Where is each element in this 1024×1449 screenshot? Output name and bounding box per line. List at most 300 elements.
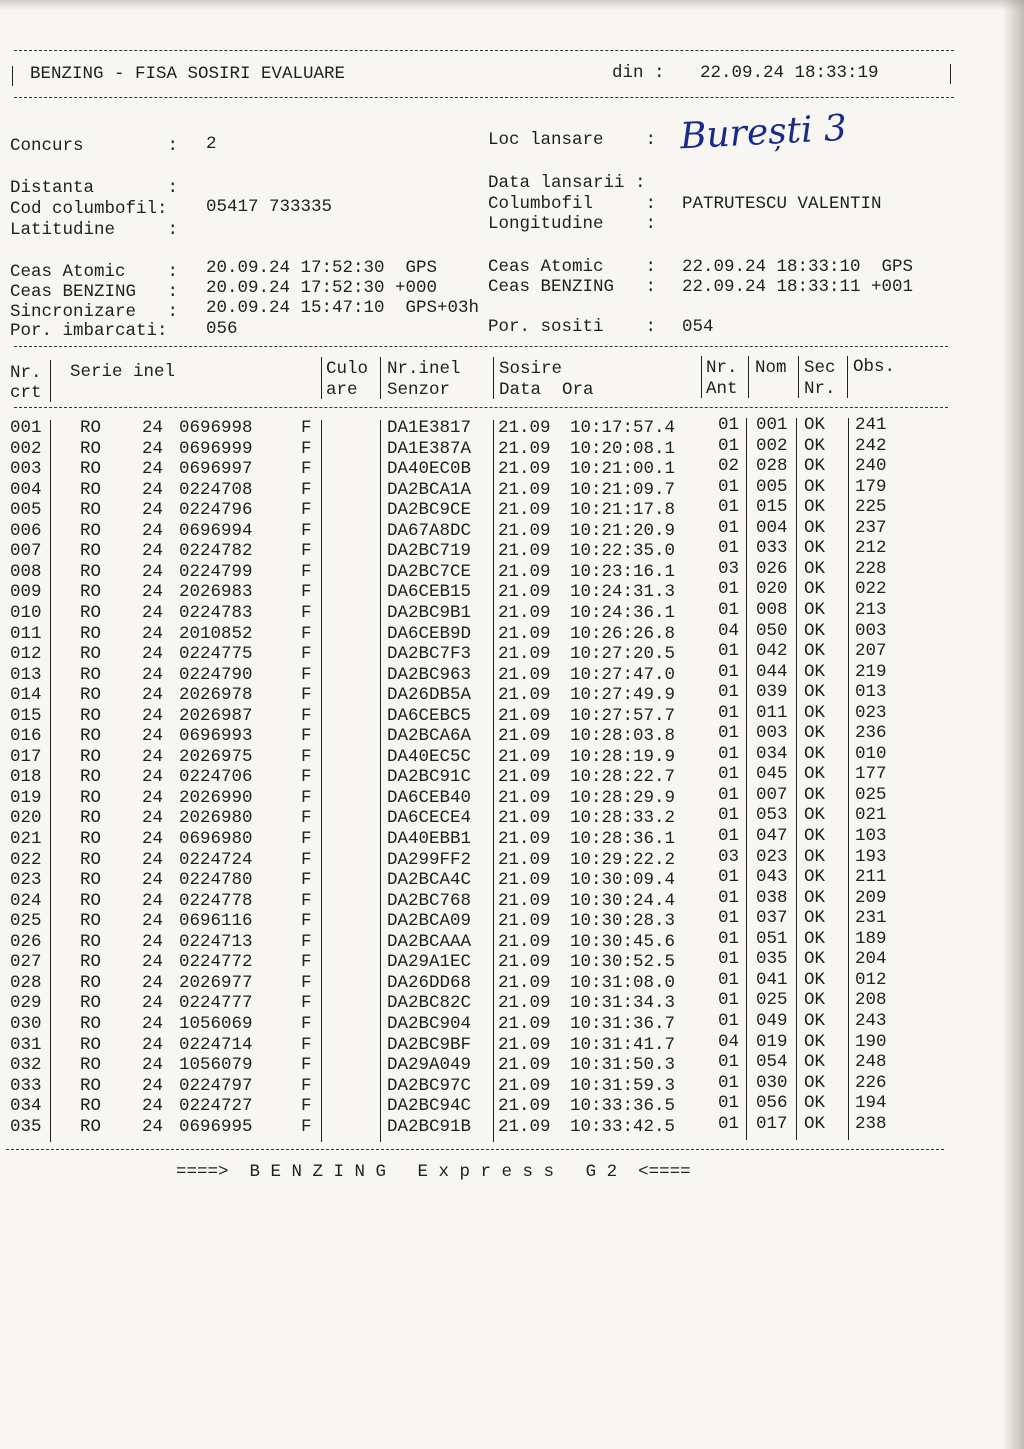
row-date: 21.09 bbox=[498, 849, 551, 870]
row-sec: OK bbox=[804, 1093, 826, 1114]
row-ring: 0224713 bbox=[179, 931, 253, 952]
col-sec-nr: Nr. bbox=[804, 379, 836, 399]
row-nom: 035 bbox=[756, 949, 788, 970]
row-time: 10:28:33.2 bbox=[570, 808, 676, 829]
row-nr: 012 bbox=[10, 644, 42, 665]
row-year: 24 bbox=[142, 1055, 164, 1076]
row-country: RO bbox=[80, 726, 102, 747]
row-sensor: DA26DD68 bbox=[387, 972, 472, 993]
row-nom: 050 bbox=[756, 620, 788, 641]
row-year: 24 bbox=[142, 890, 164, 911]
table-row bbox=[0, 723, 1000, 747]
row-date: 21.09 bbox=[498, 705, 551, 726]
row-nom: 004 bbox=[756, 517, 788, 538]
table-row bbox=[0, 784, 1000, 809]
row-nom: 026 bbox=[756, 558, 788, 579]
row-sex: F bbox=[301, 870, 312, 891]
row-sex: F bbox=[301, 972, 312, 993]
row-date: 21.09 bbox=[498, 952, 551, 973]
row-country: RO bbox=[80, 418, 102, 438]
row-obs: 194 bbox=[855, 1093, 887, 1114]
row-date: 21.09 bbox=[498, 685, 551, 706]
row-sec: OK bbox=[804, 641, 826, 662]
row-country: RO bbox=[80, 602, 102, 623]
row-nr: 018 bbox=[10, 767, 42, 788]
row-nr: 002 bbox=[10, 438, 42, 459]
table-row bbox=[0, 846, 1000, 871]
row-country: RO bbox=[80, 1055, 102, 1076]
row-nom: 038 bbox=[756, 887, 788, 908]
row-nr: 013 bbox=[10, 664, 42, 685]
row-nom: 033 bbox=[756, 538, 788, 559]
row-year: 24 bbox=[142, 787, 164, 808]
row-year: 24 bbox=[142, 1034, 164, 1055]
row-date: 21.09 bbox=[498, 438, 551, 459]
row-nr: 021 bbox=[10, 829, 42, 849]
row-obs: 240 bbox=[855, 456, 887, 477]
row-nom: 001 bbox=[756, 415, 788, 435]
row-nom: 034 bbox=[756, 743, 788, 764]
row-year: 24 bbox=[142, 870, 164, 891]
row-sex: F bbox=[301, 1096, 312, 1117]
row-obs: 010 bbox=[855, 743, 887, 764]
row-sensor: DA1E387A bbox=[387, 438, 472, 459]
row-country: RO bbox=[80, 931, 102, 952]
row-time: 10:31:08.0 bbox=[570, 972, 676, 993]
table-row bbox=[0, 641, 1000, 665]
row-obs: 236 bbox=[855, 723, 887, 744]
row-ant: 01 bbox=[718, 702, 740, 723]
table-row bbox=[0, 599, 1000, 624]
row-year: 24 bbox=[142, 685, 164, 706]
col-obs: Obs. bbox=[853, 357, 896, 377]
row-sec: OK bbox=[804, 579, 826, 600]
paper-shadow-right bbox=[1002, 0, 1024, 1449]
row-country: RO bbox=[80, 890, 102, 911]
row-sensor: DA6CEB9D bbox=[387, 623, 472, 644]
imbarcati-label: Por. imbarcati: bbox=[10, 321, 168, 341]
row-time: 10:30:28.3 bbox=[570, 911, 676, 932]
row-date: 21.09 bbox=[498, 418, 551, 438]
columbofil-label: Columbofil : bbox=[488, 194, 657, 214]
col-nr-ant: Nr. bbox=[706, 358, 738, 378]
row-date: 21.09 bbox=[498, 1055, 551, 1076]
row-date: 21.09 bbox=[498, 808, 551, 829]
row-date: 21.09 bbox=[498, 870, 551, 891]
row-ant: 01 bbox=[718, 1113, 740, 1134]
ceas-atomic-start-value: 20.09.24 17:52:30 GPS bbox=[206, 258, 438, 278]
row-country: RO bbox=[80, 1116, 102, 1137]
row-ant: 01 bbox=[718, 949, 740, 970]
table-row bbox=[0, 682, 1000, 706]
row-sex: F bbox=[301, 931, 312, 952]
row-nr: 007 bbox=[10, 541, 42, 562]
row-date: 21.09 bbox=[498, 1116, 551, 1137]
row-ant: 01 bbox=[718, 641, 740, 662]
row-ant: 02 bbox=[718, 456, 740, 477]
row-sec: OK bbox=[804, 743, 826, 764]
row-obs: 211 bbox=[855, 867, 887, 888]
row-country: RO bbox=[80, 500, 102, 521]
table-row bbox=[0, 867, 1000, 891]
table-row bbox=[0, 887, 1000, 912]
printed-at: 22.09.24 18:33:19 bbox=[700, 63, 879, 83]
row-ring: 0224706 bbox=[179, 767, 253, 788]
row-nr: 006 bbox=[10, 520, 42, 541]
row-sensor: DA6CEB15 bbox=[387, 582, 472, 603]
row-country: RO bbox=[80, 685, 102, 706]
row-sex: F bbox=[301, 541, 312, 562]
row-time: 10:28:36.1 bbox=[570, 829, 676, 849]
row-nr: 027 bbox=[10, 952, 42, 973]
table-row bbox=[0, 558, 1000, 583]
row-sec: OK bbox=[804, 723, 826, 744]
row-sensor: DA6CEBC5 bbox=[387, 705, 472, 726]
col-sosire: Sosire bbox=[499, 359, 563, 379]
row-sex: F bbox=[301, 952, 312, 973]
row-time: 10:27:57.7 bbox=[570, 705, 676, 726]
row-date: 21.09 bbox=[498, 911, 551, 932]
row-sex: F bbox=[301, 705, 312, 726]
row-country: RO bbox=[80, 459, 102, 480]
row-nr: 022 bbox=[10, 849, 42, 870]
row-obs: 103 bbox=[855, 826, 887, 846]
row-nr: 035 bbox=[10, 1116, 42, 1137]
row-year: 24 bbox=[142, 500, 164, 521]
table-bottom-rule bbox=[6, 1149, 944, 1150]
row-ring: 0224783 bbox=[179, 602, 253, 623]
row-ring: 2026983 bbox=[179, 582, 253, 603]
row-ant: 04 bbox=[718, 620, 740, 641]
row-nom: 041 bbox=[756, 969, 788, 990]
table-row bbox=[0, 476, 1000, 501]
row-country: RO bbox=[80, 664, 102, 685]
row-country: RO bbox=[80, 993, 102, 1014]
row-year: 24 bbox=[142, 602, 164, 623]
table-row bbox=[0, 579, 1000, 603]
row-nom: 015 bbox=[756, 497, 788, 518]
row-date: 21.09 bbox=[498, 459, 551, 480]
row-sec: OK bbox=[804, 435, 826, 456]
header-right-bar bbox=[950, 64, 951, 84]
row-sensor: DA2BC82C bbox=[387, 993, 472, 1014]
row-year: 24 bbox=[142, 459, 164, 480]
row-time: 10:27:49.9 bbox=[570, 685, 676, 706]
table-row bbox=[0, 415, 1000, 439]
row-date: 21.09 bbox=[498, 1096, 551, 1117]
row-ant: 01 bbox=[718, 990, 740, 1011]
row-ring: 2010852 bbox=[179, 623, 253, 644]
row-country: RO bbox=[80, 644, 102, 665]
row-ring: 0224724 bbox=[179, 849, 253, 870]
row-date: 21.09 bbox=[498, 1075, 551, 1096]
header-left-bar bbox=[12, 66, 13, 86]
row-sex: F bbox=[301, 1116, 312, 1137]
row-date: 21.09 bbox=[498, 993, 551, 1014]
concurs-label: Concurs : bbox=[10, 136, 179, 156]
row-obs: 219 bbox=[855, 661, 887, 682]
row-ant: 01 bbox=[718, 538, 740, 559]
row-nr: 008 bbox=[10, 561, 42, 582]
row-ring: 0696993 bbox=[179, 726, 253, 747]
col-culoare-2: are bbox=[326, 380, 358, 400]
row-obs: 012 bbox=[855, 969, 887, 990]
row-ant: 03 bbox=[718, 558, 740, 579]
row-sex: F bbox=[301, 685, 312, 706]
hdr-sep-2 bbox=[321, 357, 322, 399]
row-sex: F bbox=[301, 602, 312, 623]
col-sec: Sec bbox=[804, 358, 836, 378]
row-ant: 01 bbox=[718, 764, 740, 785]
row-ring: 0224797 bbox=[179, 1075, 253, 1096]
row-time: 10:24:36.1 bbox=[570, 602, 676, 623]
row-ring: 2026980 bbox=[179, 808, 253, 829]
row-nom: 051 bbox=[756, 928, 788, 949]
row-date: 21.09 bbox=[498, 746, 551, 767]
row-nr: 004 bbox=[10, 479, 42, 500]
table-header-rule bbox=[14, 407, 948, 408]
row-sec: OK bbox=[804, 887, 826, 908]
loc-lansare-label: Loc lansare : bbox=[488, 130, 657, 150]
hdr-sep-1 bbox=[50, 360, 51, 402]
row-country: RO bbox=[80, 787, 102, 808]
row-year: 24 bbox=[142, 993, 164, 1014]
row-ring: 2026977 bbox=[179, 972, 253, 993]
row-sex: F bbox=[301, 623, 312, 644]
row-ant: 01 bbox=[718, 517, 740, 538]
row-ant: 01 bbox=[718, 599, 740, 620]
row-country: RO bbox=[80, 479, 102, 500]
sositi-value: 054 bbox=[682, 317, 714, 337]
row-sensor: DA40EC0B bbox=[387, 459, 472, 480]
row-country: RO bbox=[80, 767, 102, 788]
row-sex: F bbox=[301, 787, 312, 808]
row-nr: 020 bbox=[10, 808, 42, 829]
row-obs: 238 bbox=[855, 1113, 887, 1134]
row-sec: OK bbox=[804, 990, 826, 1011]
row-ring: 0696994 bbox=[179, 520, 253, 541]
row-sec: OK bbox=[804, 764, 826, 785]
row-country: RO bbox=[80, 623, 102, 644]
row-time: 10:28:03.8 bbox=[570, 726, 676, 747]
row-sec: OK bbox=[804, 1072, 826, 1093]
row-year: 24 bbox=[142, 1116, 164, 1137]
row-ring: 0224782 bbox=[179, 541, 253, 562]
col-nr-crt-2: crt bbox=[10, 383, 42, 403]
row-nom: 049 bbox=[756, 1010, 788, 1031]
row-sensor: DA2BC904 bbox=[387, 1013, 472, 1034]
row-year: 24 bbox=[142, 952, 164, 973]
row-sec: OK bbox=[804, 517, 826, 538]
row-country: RO bbox=[80, 849, 102, 870]
col-data-ora: Data Ora bbox=[499, 380, 594, 400]
row-country: RO bbox=[80, 952, 102, 973]
row-date: 21.09 bbox=[498, 726, 551, 747]
row-ring: 0224775 bbox=[179, 644, 253, 665]
row-country: RO bbox=[80, 1096, 102, 1117]
row-nr: 024 bbox=[10, 890, 42, 911]
row-year: 24 bbox=[142, 1013, 164, 1034]
row-nr: 014 bbox=[10, 685, 42, 706]
row-time: 10:29:22.2 bbox=[570, 849, 676, 870]
row-sex: F bbox=[301, 1034, 312, 1055]
row-ring: 0696998 bbox=[179, 418, 253, 438]
row-sec: OK bbox=[804, 476, 826, 497]
row-ant: 01 bbox=[718, 928, 740, 949]
row-ant: 01 bbox=[718, 723, 740, 744]
row-time: 10:30:52.5 bbox=[570, 952, 676, 973]
row-time: 10:23:16.1 bbox=[570, 561, 676, 582]
hdr-sep-6 bbox=[748, 356, 749, 398]
sositi-label: Por. sositi : bbox=[488, 317, 657, 337]
row-sec: OK bbox=[804, 1052, 826, 1073]
row-sensor: DA2BC9BF bbox=[387, 1034, 472, 1055]
row-obs: 179 bbox=[855, 476, 887, 497]
row-time: 10:21:20.9 bbox=[570, 520, 676, 541]
row-sensor: DA2BC9CE bbox=[387, 500, 472, 521]
row-ant: 01 bbox=[718, 1072, 740, 1093]
row-nom: 037 bbox=[756, 908, 788, 929]
row-sec: OK bbox=[804, 969, 826, 990]
row-ant: 01 bbox=[718, 867, 740, 888]
table-row bbox=[0, 1113, 1000, 1138]
row-obs: 003 bbox=[855, 620, 887, 641]
table-row bbox=[0, 969, 1000, 994]
row-nr: 019 bbox=[10, 787, 42, 808]
row-date: 21.09 bbox=[498, 931, 551, 952]
row-nom: 005 bbox=[756, 476, 788, 497]
row-nom: 043 bbox=[756, 867, 788, 888]
row-sec: OK bbox=[804, 928, 826, 949]
row-time: 10:31:59.3 bbox=[570, 1075, 676, 1096]
imbarcati-value: 056 bbox=[206, 319, 238, 339]
table-row bbox=[0, 805, 1000, 829]
row-sensor: DA2BCAAA bbox=[387, 931, 472, 952]
row-country: RO bbox=[80, 808, 102, 829]
ceas-benzing-end-label: Ceas BENZING : bbox=[488, 277, 657, 297]
col-nr-crt: Nr. bbox=[10, 363, 42, 383]
row-sec: OK bbox=[804, 682, 826, 703]
columbofil-value: PATRUTESCU VALENTIN bbox=[682, 194, 882, 214]
row-time: 10:31:41.7 bbox=[570, 1034, 676, 1055]
row-sensor: DA40EBB1 bbox=[387, 829, 472, 849]
row-ring: 0224772 bbox=[179, 952, 253, 973]
row-country: RO bbox=[80, 561, 102, 582]
row-nr: 028 bbox=[10, 972, 42, 993]
row-time: 10:26:26.8 bbox=[570, 623, 676, 644]
row-nom: 002 bbox=[756, 435, 788, 456]
row-ant: 01 bbox=[718, 1093, 740, 1114]
row-ring: 2026987 bbox=[179, 705, 253, 726]
row-date: 21.09 bbox=[498, 890, 551, 911]
row-year: 24 bbox=[142, 849, 164, 870]
row-sensor: DA29A049 bbox=[387, 1055, 472, 1076]
row-obs: 248 bbox=[855, 1052, 887, 1073]
table-row bbox=[0, 497, 1000, 521]
row-sec: OK bbox=[804, 415, 826, 435]
row-time: 10:20:08.1 bbox=[570, 438, 676, 459]
row-year: 24 bbox=[142, 829, 164, 849]
cod-columbofil-label: Cod columbofil: bbox=[10, 199, 168, 219]
row-ant: 04 bbox=[718, 1031, 740, 1052]
row-nom: 053 bbox=[756, 805, 788, 826]
row-time: 10:17:57.4 bbox=[570, 418, 676, 438]
sincronizare-label: Sincronizare : bbox=[10, 302, 179, 322]
row-date: 21.09 bbox=[498, 623, 551, 644]
col-nr-inel: Nr.inel bbox=[387, 359, 461, 379]
row-ant: 01 bbox=[718, 579, 740, 600]
row-nom: 023 bbox=[756, 846, 788, 867]
row-sec: OK bbox=[804, 1113, 826, 1134]
printed-label: din : bbox=[612, 63, 665, 83]
row-obs: 212 bbox=[855, 538, 887, 559]
row-sex: F bbox=[301, 890, 312, 911]
table-row bbox=[0, 620, 1000, 645]
table-row bbox=[0, 764, 1000, 788]
row-country: RO bbox=[80, 1075, 102, 1096]
row-date: 21.09 bbox=[498, 829, 551, 849]
row-date: 21.09 bbox=[498, 479, 551, 500]
row-ring: 0224799 bbox=[179, 561, 253, 582]
row-year: 24 bbox=[142, 541, 164, 562]
row-country: RO bbox=[80, 582, 102, 603]
row-obs: 022 bbox=[855, 579, 887, 600]
row-ant: 01 bbox=[718, 415, 740, 435]
row-date: 21.09 bbox=[498, 561, 551, 582]
row-nom: 019 bbox=[756, 1031, 788, 1052]
row-sex: F bbox=[301, 808, 312, 829]
row-sec: OK bbox=[804, 456, 826, 477]
footer-banner: ====> B E N Z I N G E x p r e s s G 2 <==== bbox=[176, 1162, 691, 1182]
row-sec: OK bbox=[804, 867, 826, 888]
row-ant: 01 bbox=[718, 435, 740, 456]
row-ant: 03 bbox=[718, 846, 740, 867]
table-row bbox=[0, 435, 1000, 460]
row-obs: 226 bbox=[855, 1072, 887, 1093]
row-ring: 1056079 bbox=[179, 1055, 253, 1076]
row-obs: 208 bbox=[855, 990, 887, 1011]
row-ring: 0696997 bbox=[179, 459, 253, 480]
row-ring: 0224708 bbox=[179, 479, 253, 500]
row-nom: 056 bbox=[756, 1093, 788, 1114]
table-row bbox=[0, 928, 1000, 953]
row-sec: OK bbox=[804, 846, 826, 867]
row-nr: 034 bbox=[10, 1096, 42, 1117]
row-sex: F bbox=[301, 849, 312, 870]
row-nom: 025 bbox=[756, 990, 788, 1011]
top-rule bbox=[14, 50, 954, 51]
row-ant: 01 bbox=[718, 743, 740, 764]
row-ring: 0696995 bbox=[179, 1116, 253, 1137]
row-year: 24 bbox=[142, 705, 164, 726]
row-sensor: DA1E3817 bbox=[387, 418, 472, 438]
row-nr: 023 bbox=[10, 870, 42, 891]
row-year: 24 bbox=[142, 808, 164, 829]
row-date: 21.09 bbox=[498, 972, 551, 993]
row-obs: 231 bbox=[855, 908, 887, 929]
row-ring: 0224714 bbox=[179, 1034, 253, 1055]
row-date: 21.09 bbox=[498, 520, 551, 541]
row-obs: 242 bbox=[855, 435, 887, 456]
distanta-label: Distanta : bbox=[10, 178, 179, 198]
row-ant: 01 bbox=[718, 908, 740, 929]
row-sensor: DA26DB5A bbox=[387, 685, 472, 706]
row-sensor: DA2BC7F3 bbox=[387, 644, 472, 665]
row-sec: OK bbox=[804, 784, 826, 805]
row-ant: 01 bbox=[718, 497, 740, 518]
row-time: 10:28:19.9 bbox=[570, 746, 676, 767]
row-obs: 189 bbox=[855, 928, 887, 949]
